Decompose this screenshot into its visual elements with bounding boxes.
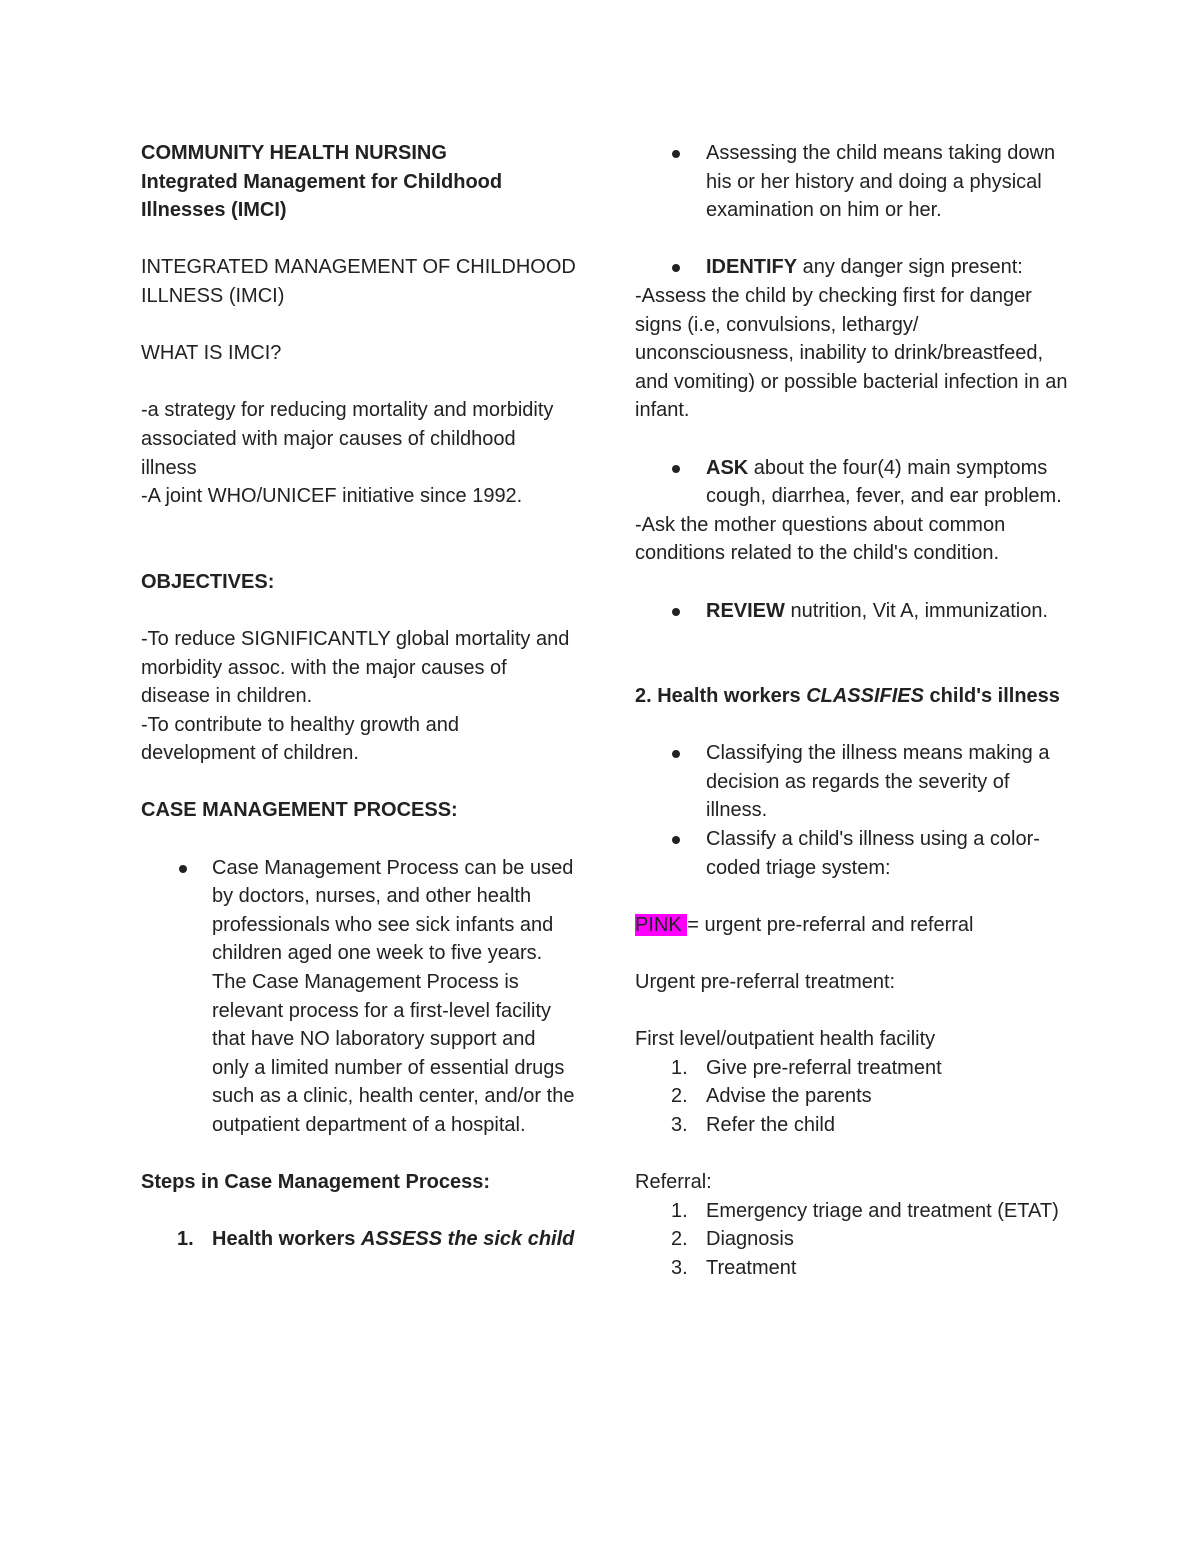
step-1-label: Health workers	[212, 1228, 361, 1251]
what-is-heading: WHAT IS IMCI?	[141, 342, 282, 365]
caps-heading: INTEGRATED MANAGEMENT OF CHILDHOOD ILLNESS (IMCI)	[141, 256, 576, 307]
bullet-icon	[672, 150, 680, 158]
definition-1: -a strategy for reducing mortality and morbidity associated with major causes of childhood illness	[141, 399, 554, 479]
step-2-rest: child's illness	[923, 685, 1060, 708]
list-item	[635, 739, 1075, 825]
urgent-label: Urgent pre-referral treatment:	[635, 971, 896, 994]
list-item	[635, 253, 1075, 282]
document-subtitle: Integrated Management for Childhood Illnesses (IMCI)	[141, 170, 503, 222]
classify-bullet-1: Classifying the illness means making a decision as regards the severity of illness.	[706, 742, 1050, 822]
step-2-emphasis: CLASSIFIES	[806, 685, 924, 708]
step-number: 1.	[177, 1228, 194, 1251]
referral-item: Emergency triage and treatment (ETAT)	[706, 1199, 1059, 1222]
list-item	[635, 1082, 1075, 1111]
first-level-item: Give pre-referral treatment	[706, 1056, 942, 1079]
referral-label: Referral:	[635, 1171, 712, 1194]
objective-2: -To contribute to healthy growth and development of children.	[141, 713, 459, 765]
list-number: 1.	[671, 1056, 688, 1079]
list-number: 3.	[671, 1256, 688, 1279]
bullet-icon	[672, 750, 680, 758]
review-keyword: REVIEW	[706, 599, 785, 622]
case-management-heading: CASE MANAGEMENT PROCESS:	[141, 799, 458, 822]
definition-2: -A joint WHO/UNICEF initiative since 1992.	[141, 485, 523, 508]
list-item	[141, 854, 576, 1140]
bullet-icon	[672, 836, 680, 844]
first-level-item: Advise the parents	[706, 1085, 872, 1108]
bullet-icon	[672, 465, 680, 473]
case-management-bullet: Case Management Process can be used by doctors, nurses, and other health professionals who see sick infants and children aged one week to five years. The Case Management Process is relevant process for a first-level facility that have NO laboratory support and only a limited number of essential drugs such as a clinic, health center, and/or the outpatient department of a hospital.	[212, 856, 575, 1136]
list-number: 2.	[671, 1228, 688, 1251]
list-number: 3.	[671, 1114, 688, 1136]
identify-keyword: IDENTIFY	[706, 256, 798, 279]
first-level-item: Refer the child	[706, 1114, 835, 1136]
assess-bullet: Assessing the child means taking down his or her history and doing a physical examination on him or her.	[706, 142, 1056, 222]
left-column	[141, 139, 576, 1254]
pink-line	[635, 911, 1075, 940]
step-2-heading	[635, 682, 1075, 711]
document-title: COMMUNITY HEALTH NURSING	[141, 142, 447, 164]
list-item	[635, 139, 1075, 225]
ask-keyword: ASK	[706, 456, 749, 479]
list-item	[635, 1111, 1075, 1140]
right-column	[635, 139, 1075, 1283]
pink-text: = urgent pre-referral and referral	[687, 913, 974, 936]
classify-bullet-2: Classify a child's illness using a color-coded triage system:	[706, 828, 1040, 879]
objectives-heading: OBJECTIVES:	[141, 570, 275, 593]
list-item	[635, 1254, 1075, 1283]
pink-highlight: PINK	[635, 913, 688, 936]
steps-heading: Steps in Case Management Process:	[141, 1171, 491, 1194]
step-2-label: 2. Health workers	[635, 685, 807, 708]
first-level-label: First level/outpatient health facility	[635, 1028, 936, 1051]
objective-1: -To reduce SIGNIFICANTLY global mortality and morbidity assoc. with the major causes of disease in children.	[141, 627, 570, 708]
ask-text: about the four(4) main symptoms cough, diarrhea, fever, and ear problem.	[706, 456, 1062, 508]
bullet-icon	[672, 608, 680, 616]
list-item	[635, 1225, 1075, 1254]
list-item	[635, 597, 1075, 626]
referral-item: Treatment	[706, 1256, 797, 1279]
identify-text: any danger sign present:	[797, 256, 1023, 279]
referral-item: Diagnosis	[706, 1228, 794, 1251]
review-text: nutrition, Vit A, immunization.	[784, 599, 1048, 622]
identify-paragraph: -Assess the child by checking first for danger signs (i.e, convulsions, lethargy/ unconsciousness, inability to drink/breastfeed, and vomiting) or possible bacterial infection in an infant.	[635, 284, 1068, 422]
list-number: 1.	[671, 1199, 688, 1222]
list-item	[635, 1197, 1075, 1226]
list-number: 2.	[671, 1085, 688, 1108]
step-1-emphasis: ASSESS the sick child	[360, 1228, 575, 1251]
bullet-icon	[672, 264, 680, 272]
ask-paragraph: -Ask the mother questions about common conditions related to the child's condition.	[635, 513, 1006, 565]
list-item	[635, 825, 1075, 882]
bullet-icon	[179, 865, 187, 873]
list-item	[635, 1054, 1075, 1083]
step-1	[141, 1225, 576, 1254]
list-item	[635, 454, 1075, 511]
